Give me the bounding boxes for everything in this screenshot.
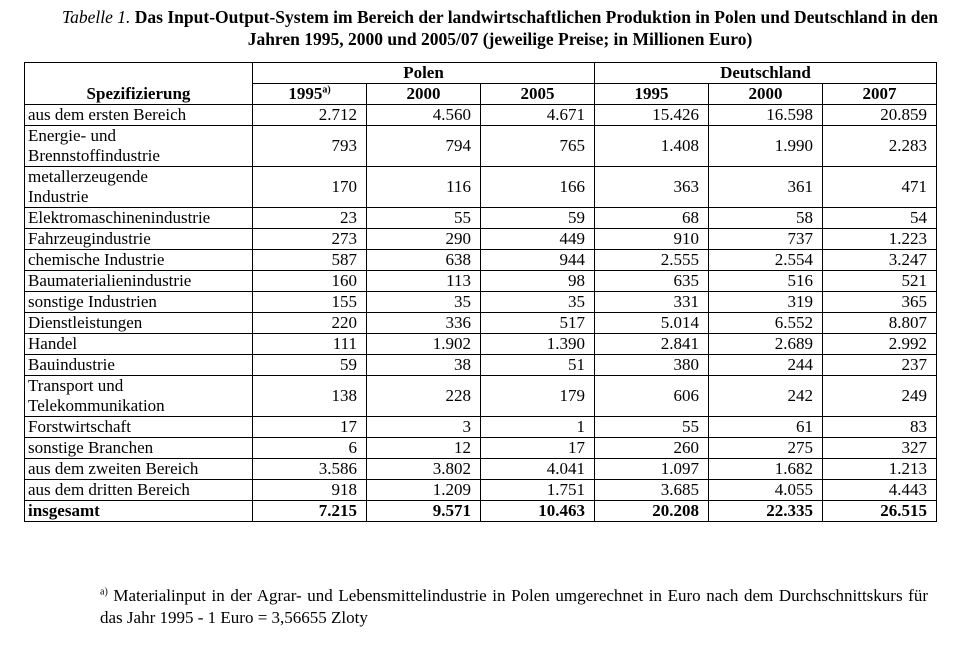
value-cell: 1.097 bbox=[595, 459, 709, 480]
value-cell: 260 bbox=[595, 438, 709, 459]
value-cell: 20.859 bbox=[823, 105, 937, 126]
value-cell: 1.990 bbox=[709, 126, 823, 167]
value-cell: 3.802 bbox=[367, 459, 481, 480]
table-row bbox=[25, 459, 937, 480]
value-cell: 4.443 bbox=[823, 480, 937, 501]
value-cell: 910 bbox=[595, 229, 709, 250]
total-row bbox=[25, 501, 937, 522]
year-header-germany: 1995 bbox=[595, 84, 709, 105]
year-header-germany: 2007 bbox=[823, 84, 937, 105]
value-cell: 20.208 bbox=[595, 501, 709, 522]
value-cell: 160 bbox=[253, 271, 367, 292]
value-cell: 516 bbox=[709, 271, 823, 292]
value-cell: 244 bbox=[709, 355, 823, 376]
table-row bbox=[25, 105, 937, 126]
row-label: Transport und Telekommunikation bbox=[25, 376, 253, 417]
row-label: Handel bbox=[25, 334, 253, 355]
table-row bbox=[25, 271, 937, 292]
input-output-table bbox=[24, 62, 937, 522]
year-header-poland bbox=[253, 84, 367, 105]
value-cell: 61 bbox=[709, 417, 823, 438]
value-cell: 16.598 bbox=[709, 105, 823, 126]
table-caption-label: Tabelle 1. bbox=[62, 7, 131, 27]
value-cell: 22.335 bbox=[709, 501, 823, 522]
value-cell: 638 bbox=[367, 250, 481, 271]
value-cell: 737 bbox=[709, 229, 823, 250]
footnote-text: Materialinput in der Agrar- und Lebensmittelindustrie in Polen umgerechnet in Euro nach dem Durchschnittskurs für das Jahr 1995 - 1 Euro = 3,56655 Zloty bbox=[100, 586, 928, 627]
value-cell: 944 bbox=[481, 250, 595, 271]
value-cell: 4.671 bbox=[481, 105, 595, 126]
value-cell: 1.902 bbox=[367, 334, 481, 355]
year-header-germany: 2000 bbox=[709, 84, 823, 105]
row-label: Baumaterialienindustrie bbox=[25, 271, 253, 292]
value-cell: 449 bbox=[481, 229, 595, 250]
value-cell: 59 bbox=[481, 208, 595, 229]
value-cell: 68 bbox=[595, 208, 709, 229]
value-cell: 1.209 bbox=[367, 480, 481, 501]
value-cell: 363 bbox=[595, 167, 709, 208]
value-cell: 2.689 bbox=[709, 334, 823, 355]
value-cell: 290 bbox=[367, 229, 481, 250]
value-cell: 635 bbox=[595, 271, 709, 292]
value-cell: 55 bbox=[367, 208, 481, 229]
row-label: Elektromaschinenindustrie bbox=[25, 208, 253, 229]
table-row bbox=[25, 355, 937, 376]
value-cell: 7.215 bbox=[253, 501, 367, 522]
value-cell: 471 bbox=[823, 167, 937, 208]
row-label: sonstige Branchen bbox=[25, 438, 253, 459]
value-cell: 1.682 bbox=[709, 459, 823, 480]
value-cell: 51 bbox=[481, 355, 595, 376]
table-row bbox=[25, 376, 937, 417]
row-label: aus dem dritten Bereich bbox=[25, 480, 253, 501]
table-row bbox=[25, 313, 937, 334]
value-cell: 4.560 bbox=[367, 105, 481, 126]
value-cell: 319 bbox=[709, 292, 823, 313]
value-cell: 138 bbox=[253, 376, 367, 417]
table-row bbox=[25, 480, 937, 501]
table-row bbox=[25, 438, 937, 459]
value-cell: 54 bbox=[823, 208, 937, 229]
table-row bbox=[25, 334, 937, 355]
group-header-germany: Deutschland bbox=[595, 63, 937, 84]
value-cell: 1.390 bbox=[481, 334, 595, 355]
value-cell: 3.685 bbox=[595, 480, 709, 501]
value-cell: 35 bbox=[367, 292, 481, 313]
value-cell: 327 bbox=[823, 438, 937, 459]
value-cell: 249 bbox=[823, 376, 937, 417]
row-label: chemische Industrie bbox=[25, 250, 253, 271]
row-label: Bauindustrie bbox=[25, 355, 253, 376]
value-cell: 1.751 bbox=[481, 480, 595, 501]
value-cell: 8.807 bbox=[823, 313, 937, 334]
value-cell: 116 bbox=[367, 167, 481, 208]
value-cell: 155 bbox=[253, 292, 367, 313]
value-cell: 170 bbox=[253, 167, 367, 208]
row-label: aus dem zweiten Bereich bbox=[25, 459, 253, 480]
value-cell: 4.055 bbox=[709, 480, 823, 501]
row-label: insgesamt bbox=[25, 501, 253, 522]
value-cell: 35 bbox=[481, 292, 595, 313]
row-label: sonstige Industrien bbox=[25, 292, 253, 313]
value-cell: 220 bbox=[253, 313, 367, 334]
footnote-ref: a) bbox=[322, 84, 331, 96]
year-header-label: 1995 bbox=[288, 84, 323, 103]
table-row bbox=[25, 250, 937, 271]
value-cell: 3.247 bbox=[823, 250, 937, 271]
value-cell: 587 bbox=[253, 250, 367, 271]
value-cell: 179 bbox=[481, 376, 595, 417]
table-footnote bbox=[100, 585, 928, 629]
value-cell: 606 bbox=[595, 376, 709, 417]
year-header-poland bbox=[367, 84, 481, 105]
year-header-poland bbox=[481, 84, 595, 105]
value-cell: 17 bbox=[481, 438, 595, 459]
value-cell: 113 bbox=[367, 271, 481, 292]
row-label: Energie- und Brennstoffindustrie bbox=[25, 126, 253, 167]
value-cell: 58 bbox=[709, 208, 823, 229]
value-cell: 793 bbox=[253, 126, 367, 167]
value-cell: 1.223 bbox=[823, 229, 937, 250]
row-label: Fahrzeugindustrie bbox=[25, 229, 253, 250]
value-cell: 23 bbox=[253, 208, 367, 229]
value-cell: 275 bbox=[709, 438, 823, 459]
value-cell: 166 bbox=[481, 167, 595, 208]
value-cell: 336 bbox=[367, 313, 481, 334]
value-cell: 26.515 bbox=[823, 501, 937, 522]
table-row bbox=[25, 417, 937, 438]
value-cell: 380 bbox=[595, 355, 709, 376]
footnote-marker: a) bbox=[100, 586, 108, 598]
value-cell: 1.408 bbox=[595, 126, 709, 167]
table-caption bbox=[60, 6, 940, 50]
group-header-poland: Polen bbox=[253, 63, 595, 84]
value-cell: 237 bbox=[823, 355, 937, 376]
value-cell: 17 bbox=[253, 417, 367, 438]
value-cell: 2.283 bbox=[823, 126, 937, 167]
table-caption-text: Das Input-Output-System im Bereich der landwirtschaftlichen Produktion in Polen und Deutschland in den Jahren 1995, 2000 und 2005/07 (jeweilige Preise; in Millionen Euro) bbox=[134, 7, 938, 49]
value-cell: 6 bbox=[253, 438, 367, 459]
value-cell: 83 bbox=[823, 417, 937, 438]
value-cell: 521 bbox=[823, 271, 937, 292]
value-cell: 1.213 bbox=[823, 459, 937, 480]
table-row bbox=[25, 126, 937, 167]
value-cell: 6.552 bbox=[709, 313, 823, 334]
year-header-label: 2005 bbox=[520, 84, 555, 103]
value-cell: 59 bbox=[253, 355, 367, 376]
row-label: Forstwirtschaft bbox=[25, 417, 253, 438]
value-cell: 98 bbox=[481, 271, 595, 292]
value-cell: 242 bbox=[709, 376, 823, 417]
value-cell: 2.712 bbox=[253, 105, 367, 126]
value-cell: 794 bbox=[367, 126, 481, 167]
value-cell: 38 bbox=[367, 355, 481, 376]
value-cell: 111 bbox=[253, 334, 367, 355]
value-cell: 361 bbox=[709, 167, 823, 208]
row-label: Dienstleistungen bbox=[25, 313, 253, 334]
value-cell: 2.841 bbox=[595, 334, 709, 355]
year-header-label: 2000 bbox=[406, 84, 441, 103]
value-cell: 2.555 bbox=[595, 250, 709, 271]
row-label: aus dem ersten Bereich bbox=[25, 105, 253, 126]
value-cell: 3.586 bbox=[253, 459, 367, 480]
value-cell: 2.554 bbox=[709, 250, 823, 271]
table-row bbox=[25, 208, 937, 229]
spec-header: Spezifizierung bbox=[25, 63, 253, 105]
value-cell: 517 bbox=[481, 313, 595, 334]
value-cell: 1 bbox=[481, 417, 595, 438]
row-label: metallerzeugende Industrie bbox=[25, 167, 253, 208]
value-cell: 331 bbox=[595, 292, 709, 313]
value-cell: 2.992 bbox=[823, 334, 937, 355]
value-cell: 273 bbox=[253, 229, 367, 250]
value-cell: 365 bbox=[823, 292, 937, 313]
table-row bbox=[25, 292, 937, 313]
value-cell: 918 bbox=[253, 480, 367, 501]
value-cell: 5.014 bbox=[595, 313, 709, 334]
table-row bbox=[25, 229, 937, 250]
value-cell: 228 bbox=[367, 376, 481, 417]
value-cell: 9.571 bbox=[367, 501, 481, 522]
value-cell: 3 bbox=[367, 417, 481, 438]
value-cell: 12 bbox=[367, 438, 481, 459]
value-cell: 765 bbox=[481, 126, 595, 167]
value-cell: 55 bbox=[595, 417, 709, 438]
value-cell: 4.041 bbox=[481, 459, 595, 480]
table-row bbox=[25, 167, 937, 208]
value-cell: 15.426 bbox=[595, 105, 709, 126]
value-cell: 10.463 bbox=[481, 501, 595, 522]
